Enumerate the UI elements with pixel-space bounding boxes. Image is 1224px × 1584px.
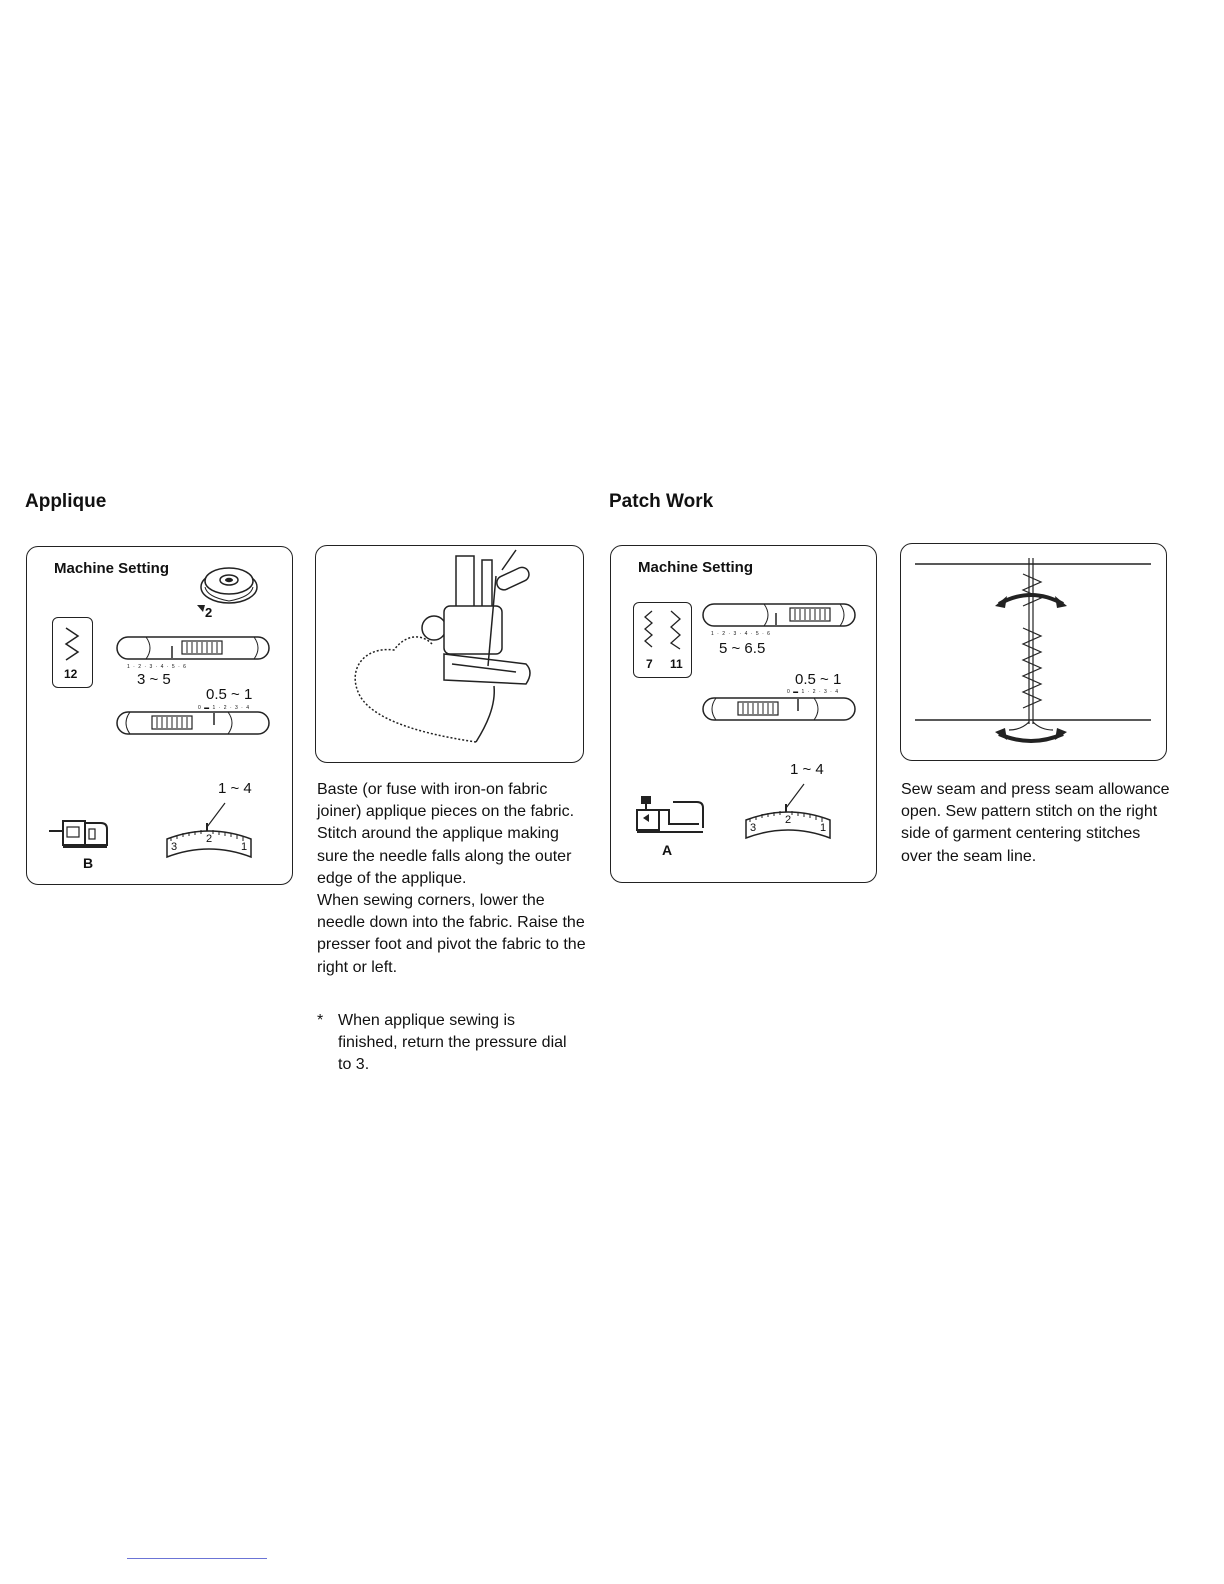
pattern-number-2: 11 [670, 657, 683, 671]
multi-zigzag-stitch-icon [642, 609, 658, 651]
applique-title: Applique [25, 491, 107, 512]
applique-paragraph-1: Baste (or fuse with iron-on fabric joiner) applique pieces on the fabric. [317, 781, 575, 821]
stitch-width-dial-icon [116, 636, 272, 662]
width-scale: 1 · 2 · 3 · 4 · 5 · 6 [711, 631, 771, 637]
footer-divider [127, 1558, 267, 1559]
stitch-width-value: 5 ~ 6.5 [719, 640, 766, 657]
pattern-number-1: 7 [646, 657, 653, 671]
patchwork-machine-setting-box [610, 545, 877, 883]
stitch-width-dial-icon [702, 603, 858, 629]
tension-tick-3: 3 [750, 822, 757, 834]
tension-tick-1: 1 [820, 822, 827, 834]
pattern-selector [633, 602, 692, 678]
applique-heart-illustration [316, 546, 585, 764]
width-scale: 1 · 2 · 3 · 4 · 5 · 6 [127, 664, 187, 670]
applique-instructions [317, 779, 587, 979]
stitch-length-dial-icon [702, 697, 858, 723]
machine-setting-label: Machine Setting [638, 559, 754, 576]
blind-stitch-icon [668, 609, 684, 651]
applique-paragraph-2: Stitch around the applique making sure the needle falls along the outer edge of the applique. [317, 825, 572, 887]
pattern-number: 12 [64, 667, 78, 681]
tension-tick-3: 3 [171, 841, 178, 853]
length-scale: 0 ▬ 1 · 2 · 3 · 4 [198, 705, 251, 711]
zigzag-stitch-icon [64, 626, 80, 664]
patchwork-title: Patch Work [609, 491, 714, 512]
tension-value: 1 ~ 4 [790, 761, 824, 778]
pressure-dial-icon [195, 561, 265, 611]
applique-paragraph-3: When sewing corners, lower the needle down into the fabric. Raise the presser foot and pivot the fabric to the right or left. [317, 892, 586, 976]
note-marker: * [317, 1012, 324, 1029]
stitch-width-value: 3 ~ 5 [137, 671, 171, 688]
stitch-length-value: 0.5 ~ 1 [206, 686, 253, 703]
patchwork-seam-illustration [901, 544, 1168, 762]
stitch-length-value: 0.5 ~ 1 [795, 671, 842, 688]
applique-illustration-box [315, 545, 584, 763]
stitch-length-dial-icon [116, 711, 272, 737]
tension-tick-2: 2 [785, 814, 792, 826]
pressure-value: 2 [205, 605, 213, 620]
tension-tick-2: 2 [206, 833, 213, 845]
length-scale: 0 ▬ 1 · 2 · 3 · 4 [787, 689, 840, 695]
note-text: When applique sewing is finished, return the pressure dial to 3. [338, 1012, 567, 1074]
machine-setting-label: Machine Setting [54, 560, 170, 577]
tension-tick-1: 1 [241, 841, 248, 853]
foot-label: B [83, 855, 94, 871]
patchwork-instructions: Sew seam and press seam allowance open. Sew pattern stitch on the right side of garment centering stitches over the seam line. [901, 781, 1170, 865]
applique-note [317, 1010, 582, 1080]
pattern-selector [52, 617, 93, 688]
applique-machine-setting-box [26, 546, 293, 885]
foot-label: A [662, 842, 673, 858]
presser-foot-a-icon [633, 794, 707, 840]
presser-foot-b-icon [49, 817, 119, 853]
tension-value: 1 ~ 4 [218, 780, 252, 797]
patchwork-illustration-box [900, 543, 1167, 761]
